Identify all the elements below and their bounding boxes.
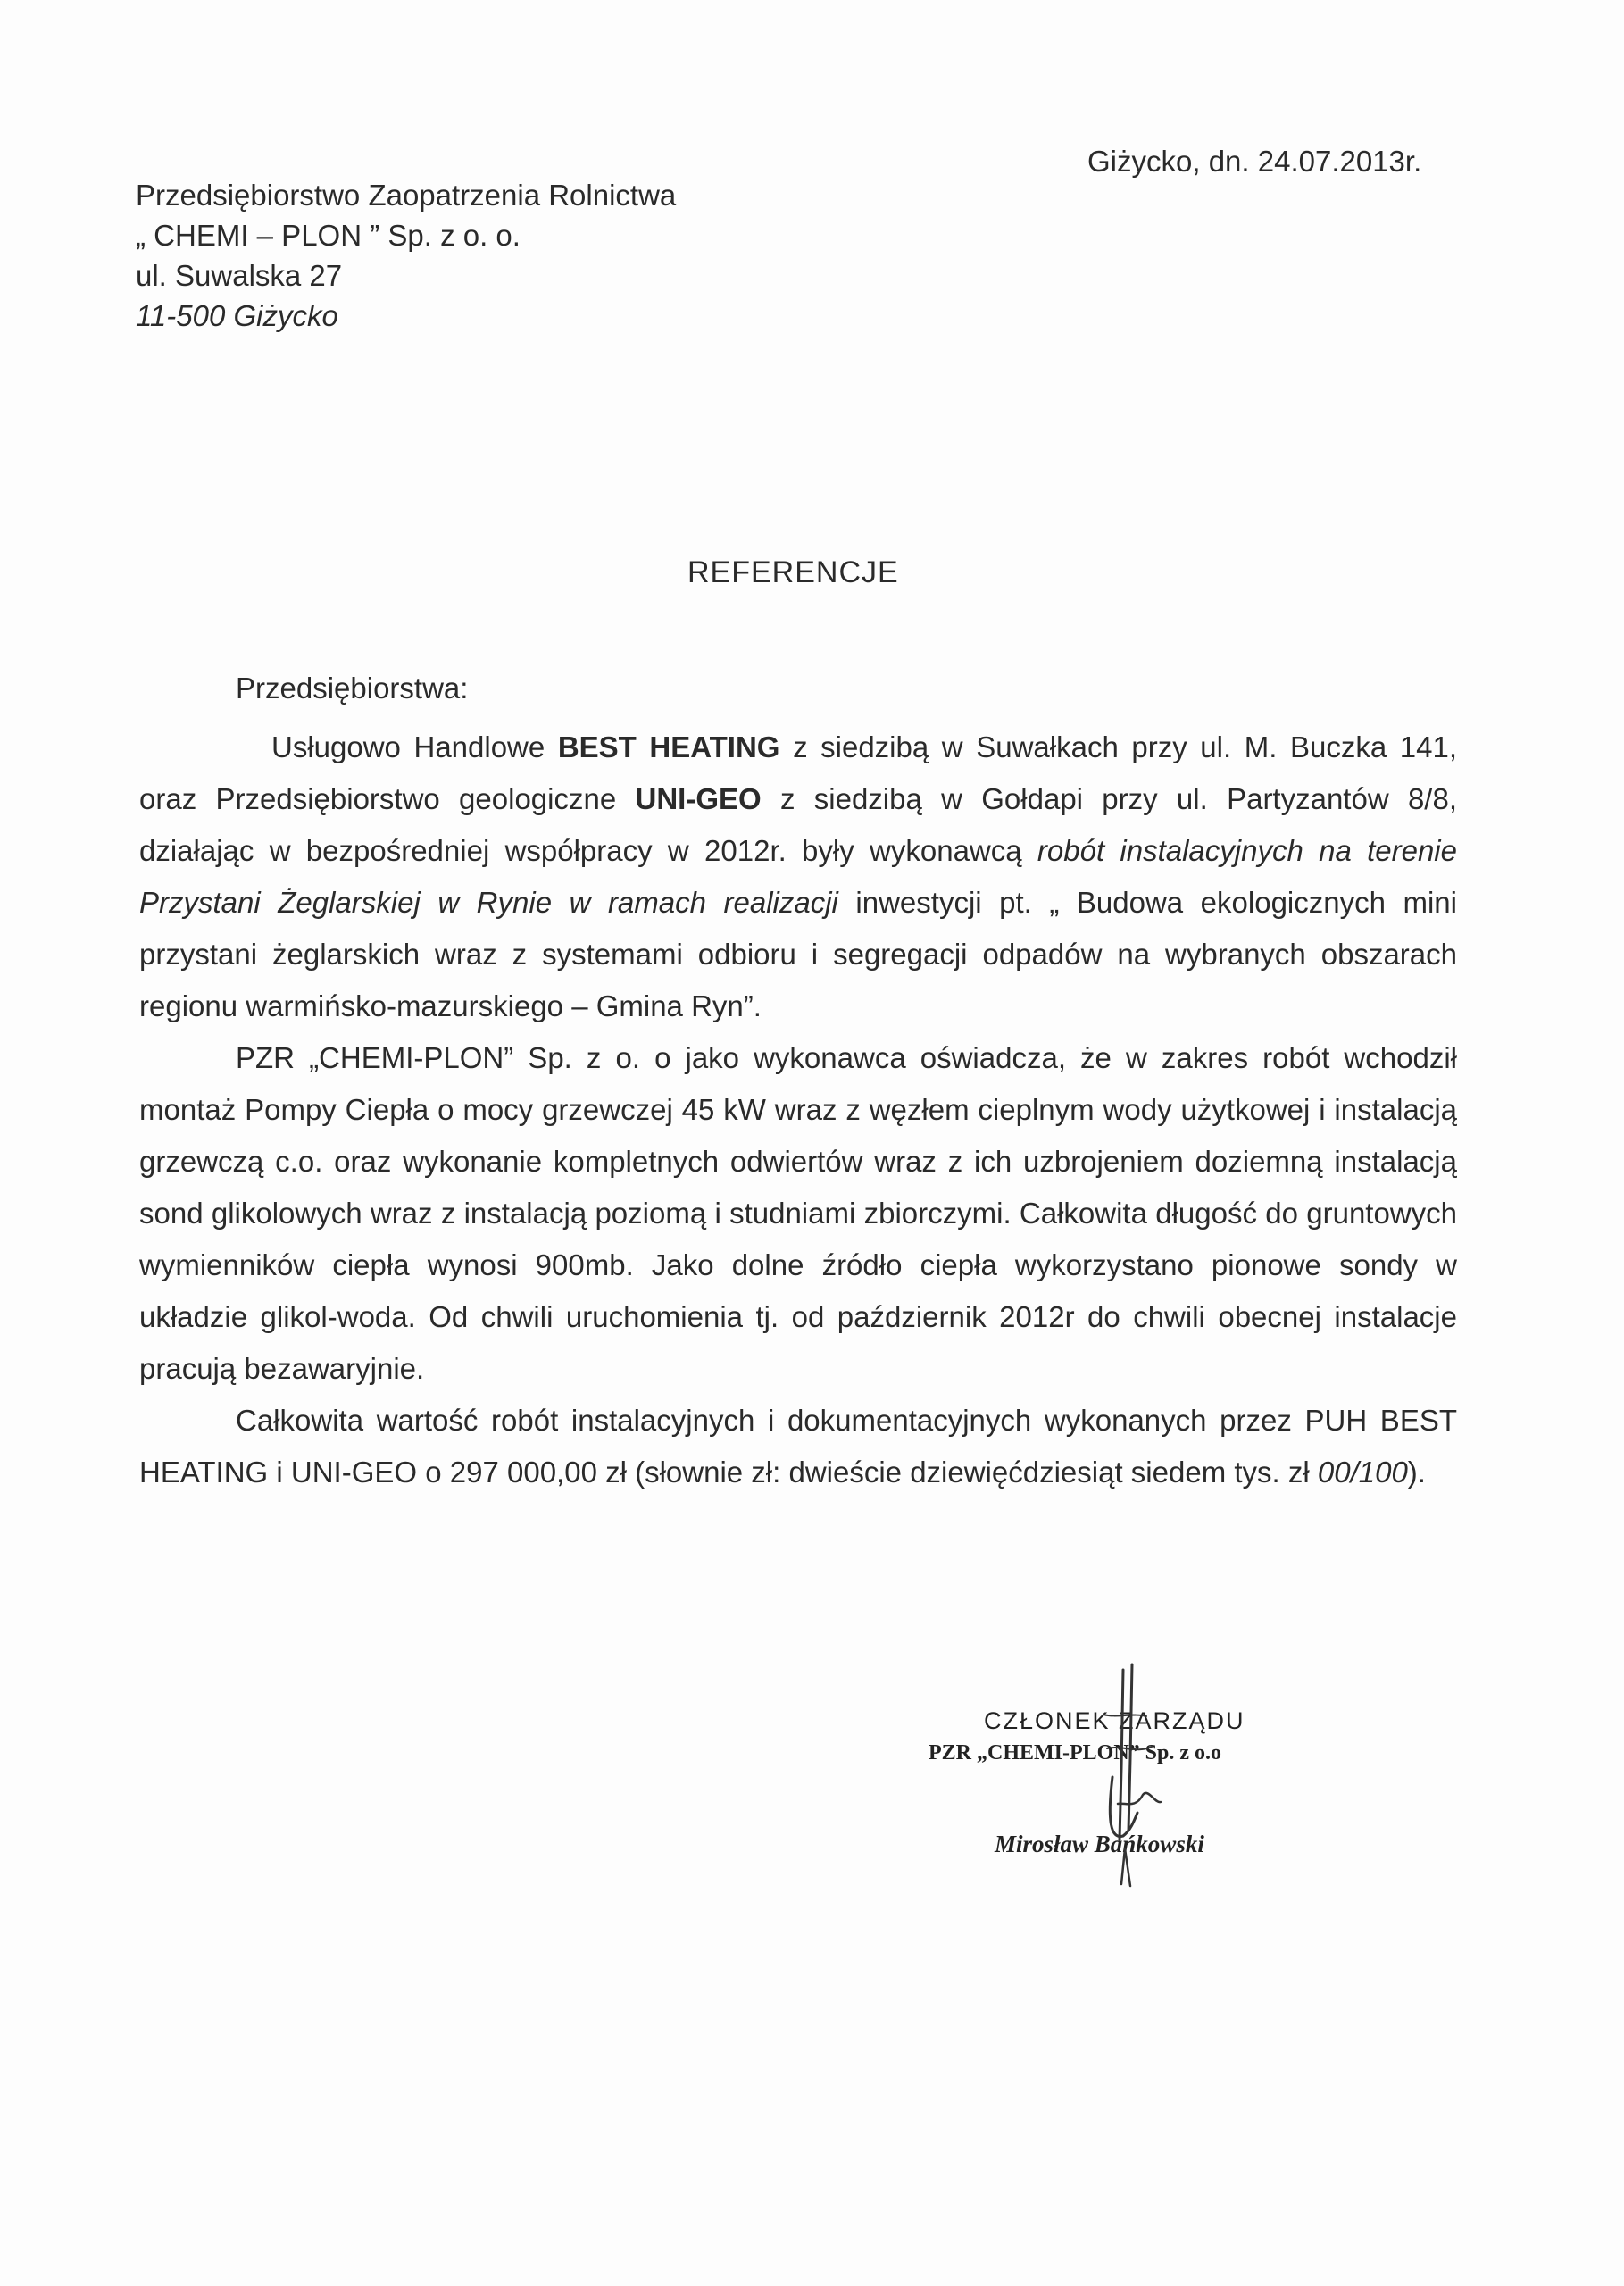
p1-text-b: z siedzibą w Suwałkach przy ul. M. Buczka 141, oraz Przedsiębiorstwo geologiczne xyxy=(139,730,1457,815)
p1-italic-scope: robót instalacyjnych na terenie Przystani Żeglarskiej w Rynie w ramach realizacji xyxy=(139,834,1457,919)
document-date: Giżycko, dn. 24.07.2013r. xyxy=(1087,145,1422,178)
company-uni-geo: UNI-GEO xyxy=(635,782,762,815)
sender-street: ul. Suwalska 27 xyxy=(136,259,343,292)
letter-body xyxy=(139,722,1457,1498)
document-title: REFERENCJE xyxy=(687,555,899,589)
handwritten-signature-icon xyxy=(1071,1661,1196,1893)
company-best-heating: BEST HEATING xyxy=(557,730,780,763)
p1-text-a: Usługowo Handlowe xyxy=(271,730,558,763)
salutation: Przedsiębiorstwa: xyxy=(236,672,469,705)
p3-text-a: Całkowita wartość robót instalacyjnych i dokumentacyjnych wykonanych przez PUH BEST HEATING i UNI-GEO o 297 000,00 zł (słownie zł: dwieście dziewięćdziesiąt siedem tys. zł xyxy=(139,1404,1457,1489)
paragraph-1 xyxy=(139,722,1457,1032)
sender-city: 11-500 Giżycko xyxy=(136,299,338,332)
stamp-person: Mirosław Bańkowski xyxy=(995,1831,1204,1857)
sender-company-name: „ CHEMI – PLON ” Sp. z o. o. xyxy=(136,219,521,252)
sender-company: Przedsiębiorstwo Zaopatrzenia Rolnictwa xyxy=(136,179,677,212)
paragraph-2: PZR „CHEMI-PLON” Sp. z o. o jako wykonawca oświadcza, że w zakres robót wchodził montaż Pompy Ciepła o mocy grzewczej 45 kW wraz z węzłem cieplnym wody użytkowej i instalacją grzewczą c.o. oraz wykonanie kompletnych odwiertów wraz z ich uzbrojeniem doziemną instalacją sond glikolowych wraz z instalacją poziomą i studniami zbiorczymi. Całkowita długość do gruntowych wymienników ciepła wynosi 900mb. Jako dolne źródło ciepła wykorzystano pionowe sondy w układzie glikol-woda. Od chwili uruchomienia tj. od październik 2012r do chwili obecnej instalacje pracują bezawaryjnie. xyxy=(139,1041,1457,1385)
sender-address xyxy=(136,175,676,336)
p3-text-b: ). xyxy=(1407,1456,1426,1489)
p3-italic: 00/100 xyxy=(1317,1456,1408,1489)
p1-text-d: inwestycji pt. „ Budowa ekologicznych mini przystani żeglarskich wraz z systemami odbioru i segregacji odpadów na wybranych obszarach regionu warmińsko-mazurskiego – Gmina Ryn”. xyxy=(139,886,1457,1022)
stamp-role: CZŁONEK ZARZĄDU xyxy=(984,1707,1245,1734)
stamp-company: PZR „CHEMI-PLON” Sp. z o.o xyxy=(929,1741,1222,1765)
p1-text-c: z siedzibą w Gołdapi przy ul. Partyzantów 8/8, działając w bezpośredniej współpracy w 2012r. były wykonawcą xyxy=(139,782,1458,867)
paragraph-3 xyxy=(139,1395,1457,1498)
